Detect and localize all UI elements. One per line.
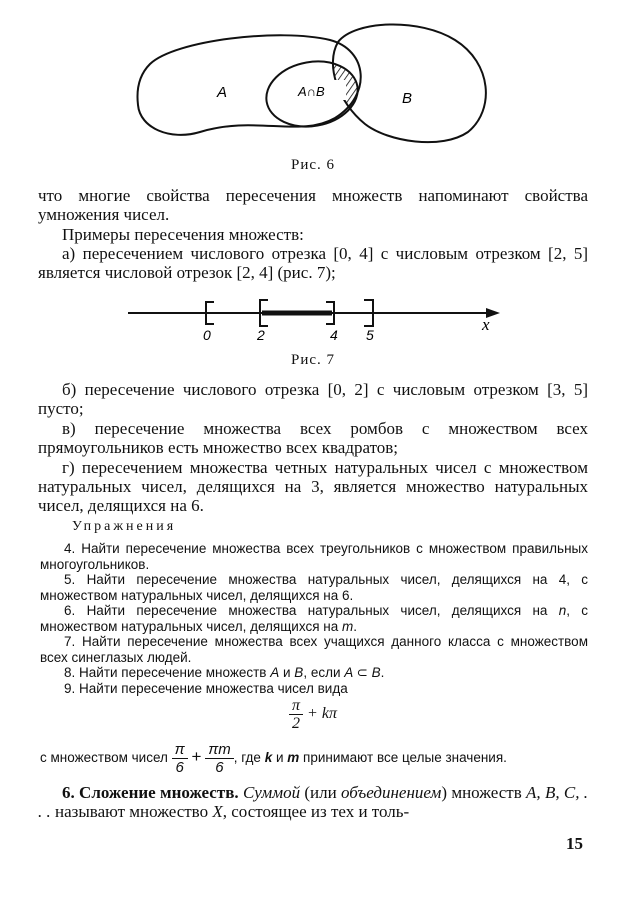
axis-label-x: x xyxy=(482,315,490,334)
example-g: г) пересечением множества четных натуральных чисел с множеством натуральных чисел, делящихся на 3, является множество натуральных чисел, делящихся на 6. xyxy=(38,458,588,515)
formula-pi-half-plus-k-pi: $\frac{\pi}{2}$ + kπ xyxy=(0,697,626,732)
tick-label-2: 2 xyxy=(257,327,265,343)
exercise-8: 8. Найти пересечение множеств A и B, если A ⊂ B. xyxy=(64,665,385,680)
figure-7-number-line xyxy=(0,285,626,345)
exercise-6: 6. Найти пересечение множества натуральных чисел, делящихся на n, с множеством натуральных чисел, делящихся на m. xyxy=(40,603,588,634)
exercise-text: Найти пересечение множества натуральных чисел, делящихся на 4, с множеством натуральных чисел, делящихся на 6. xyxy=(40,572,588,603)
exercises-heading: Упражнения xyxy=(72,519,177,534)
example-v: в) пересечение множества всех ромбов с множеством всех прямоугольников есть множество всех квадратов; xyxy=(38,419,588,457)
label-a: A xyxy=(217,84,228,101)
figure-6-venn-diagram xyxy=(0,0,626,150)
page-number: 15 xyxy=(566,834,583,853)
exercise-number: 8. xyxy=(64,665,76,680)
exercise-5 xyxy=(40,572,588,603)
exercise-text: Найти пересечение множества всех учащихся данного класса с множеством всех синеглазых людей. xyxy=(40,634,588,665)
tick-label-5: 5 xyxy=(366,327,374,343)
label-a-intersect-b: A∩B xyxy=(298,84,325,99)
tick-label-4: 4 xyxy=(330,327,338,343)
variable-n: n xyxy=(558,603,567,618)
exercise-7 xyxy=(40,634,588,665)
example-b: б) пересечение числового отрезка [0, 2] с числовым отрезком [3, 5] пусто; xyxy=(38,380,588,418)
section-title: 6. Сложение множеств. xyxy=(62,783,239,802)
section-6-addition-of-sets: 6. Сложение множеств. Суммой (или объединением) множеств A, B, C, . . . называют множество X, состоящее из тех и толь- xyxy=(38,783,589,821)
exercise-number: 7. xyxy=(64,634,76,649)
variable-m: m xyxy=(341,618,354,634)
paragraph-examples: Примеры пересечения множеств: xyxy=(62,225,304,244)
exercise-text: Найти пересечение множества всех треугольников с множеством правильных многоугольников. xyxy=(40,541,588,572)
figure-7-caption: Рис. 7 xyxy=(290,352,336,368)
label-b: B xyxy=(402,90,413,107)
exercise-number: 5. xyxy=(64,572,76,587)
exercise-text: Найти пересечение множества чисел вида xyxy=(79,681,348,696)
exercise-9-continued: с множеством чисел $\frac{\pi}{6}$ + $\frac{\pi m}{6}$ , где k и m принимают все целые значения. xyxy=(40,741,507,776)
tick-label-0: 0 xyxy=(203,327,211,343)
exercise-number: 4. xyxy=(64,541,76,556)
exercise-number: 6. xyxy=(64,603,76,618)
figure-6-caption: Рис. 6 xyxy=(290,157,336,173)
exercise-4 xyxy=(40,541,588,572)
example-a: а) пересечением числового отрезка [0, 4] с числовым отрезком [2, 5] является числовой отрезок [2, 4] (рис. 7); xyxy=(38,244,588,282)
exercise-number: 9. xyxy=(64,681,76,696)
exercise-9 xyxy=(40,681,588,697)
paragraph-intro: что многие свойства пересечения множеств напоминают свойства умножения чисел. xyxy=(38,186,588,224)
